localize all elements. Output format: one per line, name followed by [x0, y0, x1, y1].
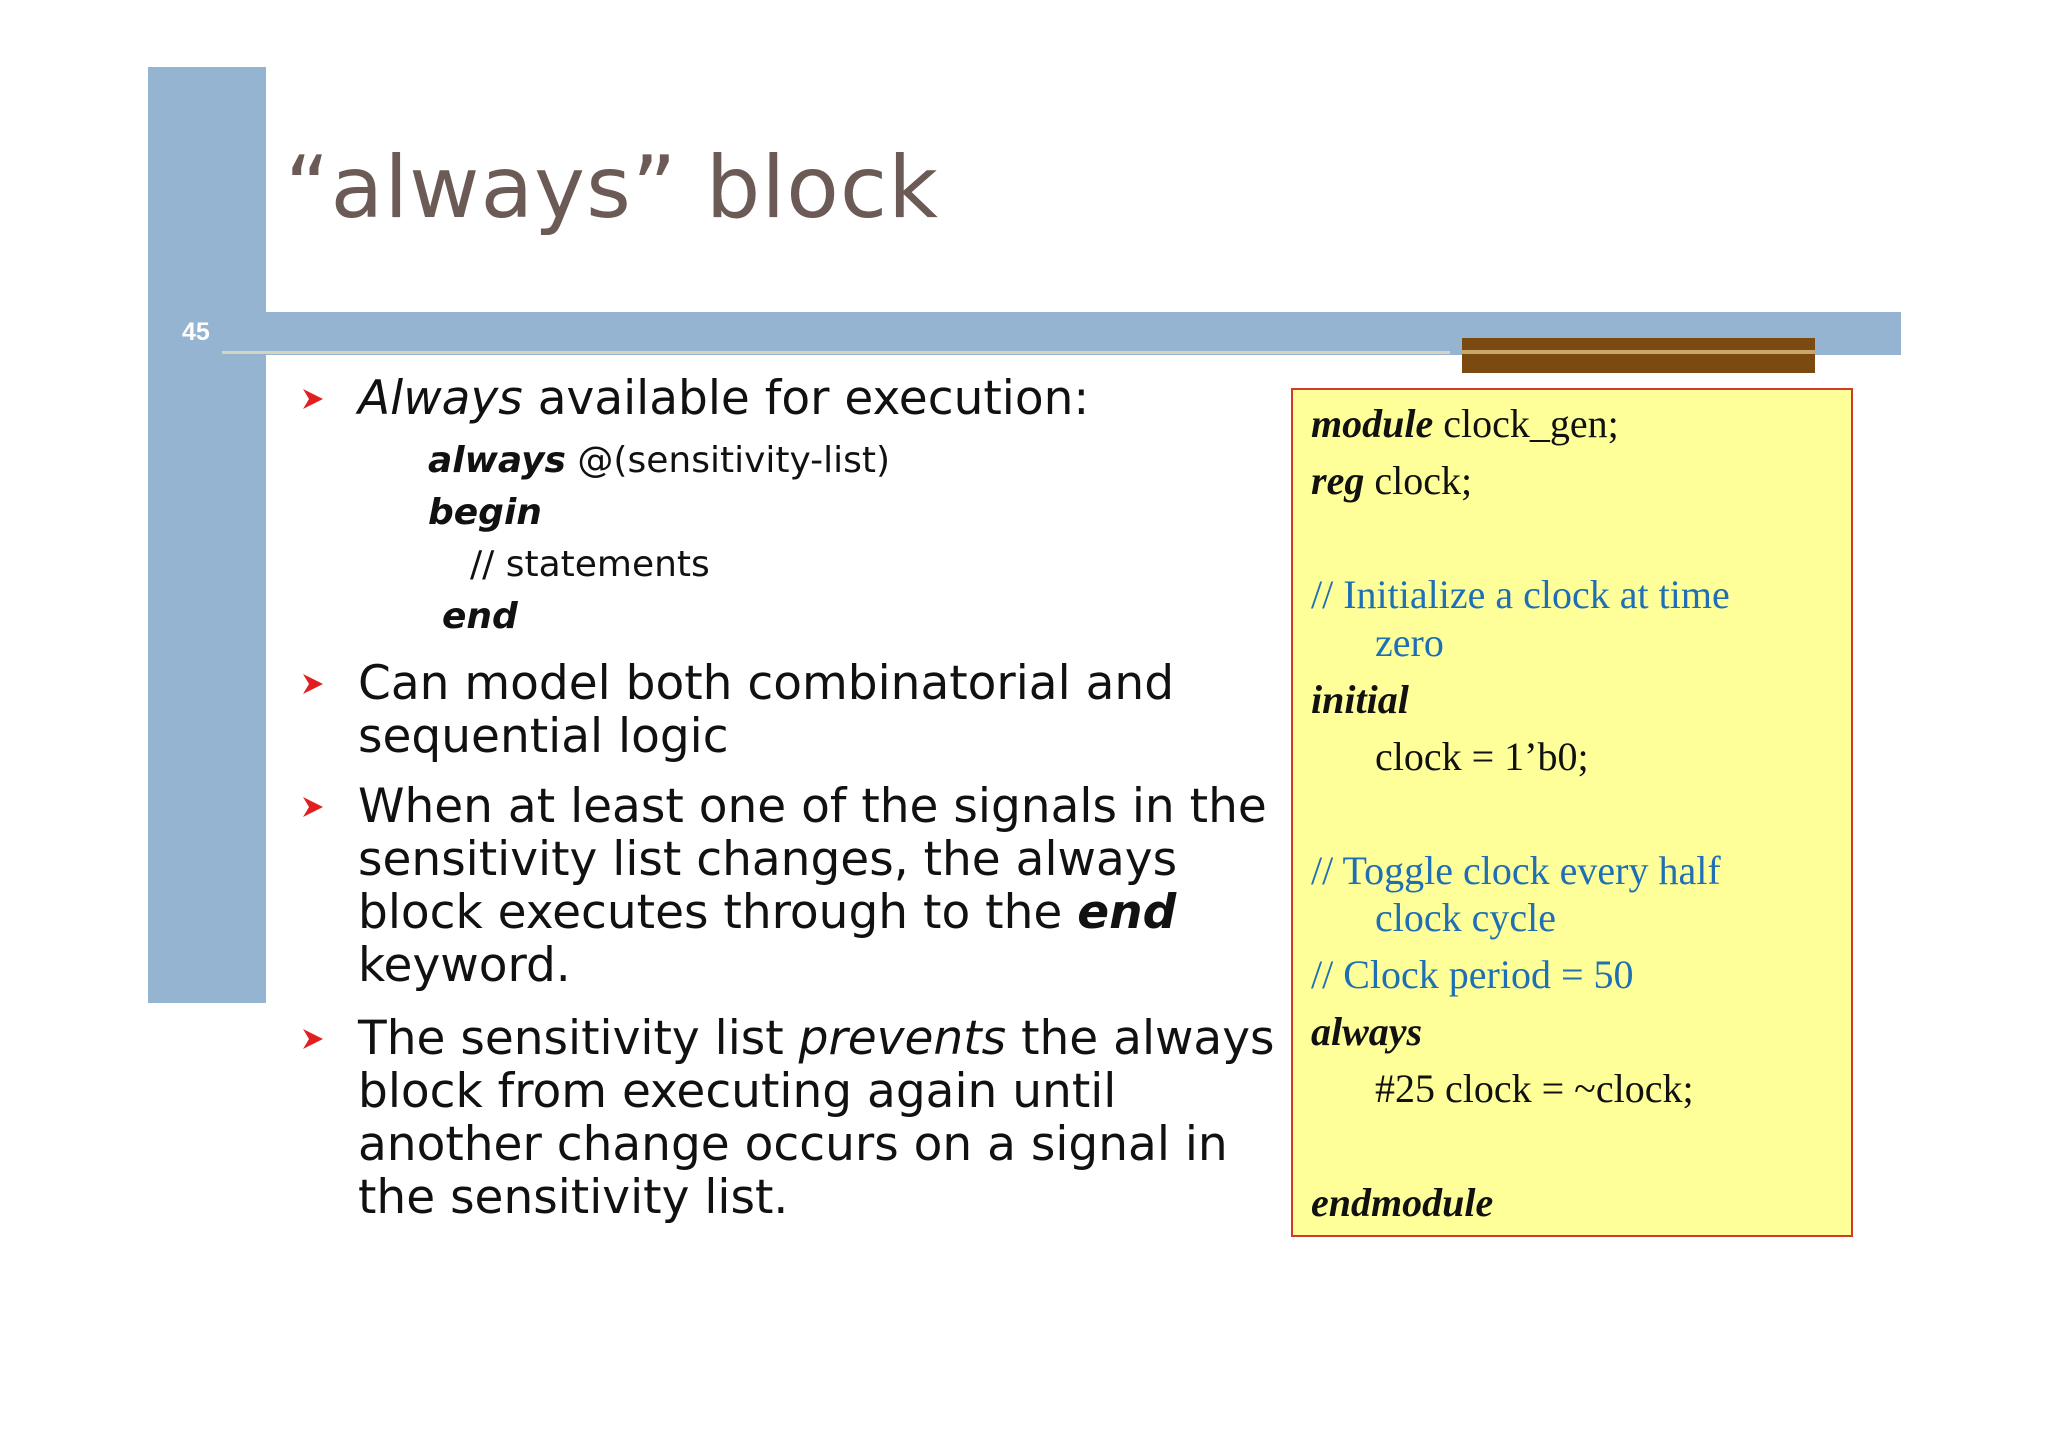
arrow-bullet-icon	[300, 1026, 326, 1052]
syntax-line	[358, 435, 1308, 487]
code-line	[1311, 1179, 1493, 1226]
code-line: clock = 1’b0;	[1375, 734, 1589, 779]
bullet-emphasis: end	[1077, 885, 1177, 940]
code-keyword: endmodule	[1311, 1180, 1494, 1225]
syntax-line	[358, 591, 1308, 643]
code-comment: // Toggle clock every half	[1311, 848, 1721, 893]
syntax-keyword: end	[442, 596, 518, 637]
slide-title: “always” block	[285, 138, 939, 238]
bullet-text-part: keyword.	[358, 938, 571, 993]
code-keyword: always	[1311, 1009, 1423, 1054]
code-line: #25 clock = ~clock;	[1375, 1066, 1694, 1111]
bullet-text	[358, 372, 1308, 425]
syntax-keyword: always	[428, 440, 566, 481]
code-line	[1311, 400, 1619, 447]
code-line	[1311, 676, 1409, 723]
code-comment: // Initialize a clock at time	[1311, 572, 1730, 617]
bullet-emphasis: Always	[358, 371, 523, 426]
bullet-emphasis: prevents	[798, 1011, 1007, 1066]
code-keyword: reg	[1311, 458, 1365, 503]
code-comment: clock cycle	[1375, 895, 1556, 940]
bullet-item	[300, 372, 1308, 643]
bullet-text-part: the always block from executing again until another change occurs on a signal in the sensitivity list.	[358, 1011, 1275, 1225]
bullet-text-rest: available for execution:	[522, 371, 1090, 426]
syntax-example	[358, 435, 1308, 643]
bullet-text	[358, 1012, 1308, 1224]
bullet-item	[300, 1012, 1308, 1224]
verilog-code-box	[1291, 388, 1853, 1237]
bullet-text	[358, 780, 1308, 992]
arrow-bullet-icon	[300, 386, 326, 412]
page-number: 45	[182, 318, 210, 346]
code-comment: zero	[1375, 620, 1444, 665]
code-line	[1311, 457, 1472, 504]
syntax-keyword: begin	[428, 492, 542, 533]
accent-vertical-bar	[148, 67, 266, 1003]
bullet-item	[300, 780, 1308, 992]
arrow-bullet-icon	[300, 794, 326, 820]
code-keyword: initial	[1311, 677, 1409, 722]
decorative-brown-bar	[1462, 338, 1815, 373]
bullet-text-part: The sensitivity list	[358, 1011, 799, 1066]
code-keyword: module	[1311, 401, 1434, 446]
bullet-text: Can model both combinatorial and sequential logic	[358, 656, 1175, 764]
code-text: clock_gen;	[1433, 401, 1619, 446]
bullet-item	[300, 657, 1308, 763]
syntax-line	[358, 487, 1308, 539]
syntax-text: @(sensitivity-list)	[565, 440, 891, 481]
syntax-comment: // statements	[470, 544, 710, 585]
code-line	[1311, 1008, 1422, 1055]
bullet-text-part: When at least one of the signals in the sensitivity list changes, the always block executes through to the	[358, 779, 1267, 940]
code-comment: // Clock period = 50	[1311, 952, 1634, 997]
syntax-line	[358, 539, 1308, 591]
code-text: clock;	[1364, 458, 1473, 503]
arrow-bullet-icon	[300, 671, 326, 697]
divider-line	[222, 351, 1450, 354]
